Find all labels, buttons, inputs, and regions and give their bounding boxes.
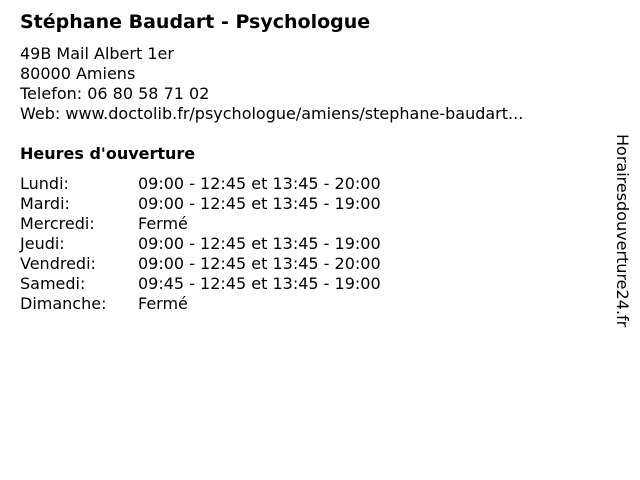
hours-time: Fermé <box>138 294 188 313</box>
address-line-city: 80000 Amiens <box>20 64 136 83</box>
hours-day: Vendredi: <box>20 254 96 273</box>
hours-time: 09:00 - 12:45 et 13:45 - 19:00 <box>138 234 381 253</box>
hours-time: 09:00 - 12:45 et 13:45 - 20:00 <box>138 174 381 193</box>
hours-day: Dimanche: <box>20 294 107 313</box>
hours-day: Jeudi: <box>20 234 65 253</box>
hours-time: Fermé <box>138 214 188 233</box>
hours-day: Mercredi: <box>20 214 95 233</box>
phone-line <box>20 84 523 104</box>
address-line-street: 49B Mail Albert 1er <box>20 44 174 63</box>
hours-time: 09:00 - 12:45 et 13:45 - 19:00 <box>138 194 381 213</box>
website-link[interactable]: www.doctolib.fr/psychologue/amiens/stephane-baudart... <box>65 104 524 123</box>
business-title: Stéphane Baudart - Psychologue <box>20 11 371 33</box>
hours-heading: Heures d'ouverture <box>20 144 196 163</box>
site-watermark: Horairesdouverture24.fr <box>613 134 632 328</box>
web-label: Web: <box>20 104 61 123</box>
hours-day: Lundi: <box>20 174 69 193</box>
hours-day: Samedi: <box>20 274 86 293</box>
phone-label: Telefon: <box>20 84 83 103</box>
hours-time: 09:00 - 12:45 et 13:45 - 20:00 <box>138 254 381 273</box>
hours-time: 09:45 - 12:45 et 13:45 - 19:00 <box>138 274 381 293</box>
web-line <box>20 104 523 124</box>
hours-day: Mardi: <box>20 194 70 213</box>
business-contact <box>20 44 523 124</box>
phone-number[interactable]: 06 80 58 71 02 <box>87 84 210 103</box>
